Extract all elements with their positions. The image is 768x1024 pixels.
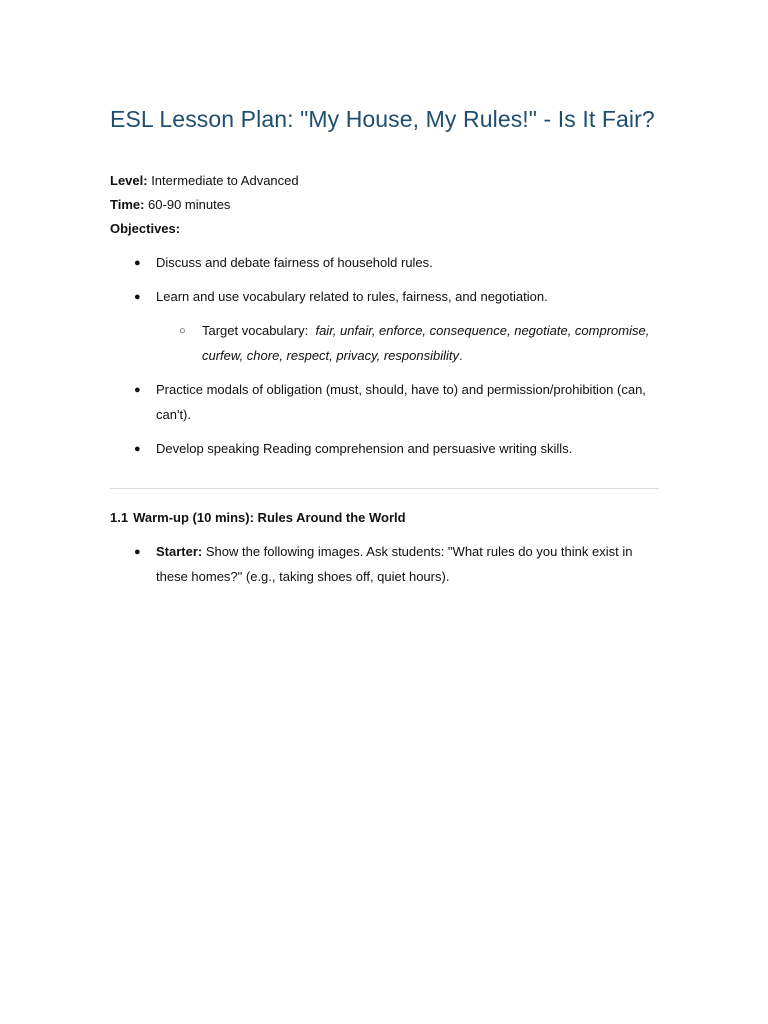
document-title: ESL Lesson Plan: "My House, My Rules!" - Is It Fair? (110, 106, 655, 132)
starter-label: Starter: (156, 544, 203, 559)
time-value: 60-90 minutes (144, 197, 231, 212)
vocabulary-label: Target vocabulary: (202, 323, 309, 338)
bullet-icon: ● (134, 257, 141, 269)
vocabulary-text (202, 319, 659, 368)
section-title: Warm-up (10 mins): Rules Around the World (133, 510, 406, 525)
vocabulary-words: fair, unfair, enforce, consequence, negotiate, compromise, curfew, chore, respect, privacy, responsibility (202, 323, 650, 363)
level-line (110, 173, 299, 189)
level-label: Level: (110, 173, 148, 188)
section-divider (110, 488, 659, 489)
sub-bullet-icon: ○ (179, 325, 186, 337)
starter-text (156, 540, 659, 589)
bullet-icon: ● (134, 546, 141, 558)
section-heading (110, 510, 406, 526)
starter-body: Show the following images. Ask students: "What rules do you think exist in these homes?" (e.g., taking shoes off, quiet hours). (156, 544, 633, 584)
time-label: Time: (110, 197, 145, 212)
bullet-icon: ● (134, 291, 141, 303)
objectives-label: Objectives: (110, 221, 181, 236)
objective-text: Develop speaking Reading comprehension and persuasive writing skills. (156, 441, 573, 456)
section-number: 1.1 (110, 510, 129, 525)
objectives-heading (110, 221, 180, 237)
vocabulary-end: . (458, 347, 463, 363)
level-value: Intermediate to Advanced (147, 173, 299, 188)
bullet-icon: ● (134, 443, 141, 455)
objective-text: Practice modals of obligation (must, should, have to) and permission/prohibition (can, can't). (156, 382, 646, 422)
time-line (110, 197, 230, 213)
objective-text: Learn and use vocabulary related to rules, fairness, and negotiation. (156, 289, 548, 304)
objective-text: Discuss and debate fairness of household rules. (156, 255, 433, 270)
bullet-icon: ● (134, 384, 141, 396)
